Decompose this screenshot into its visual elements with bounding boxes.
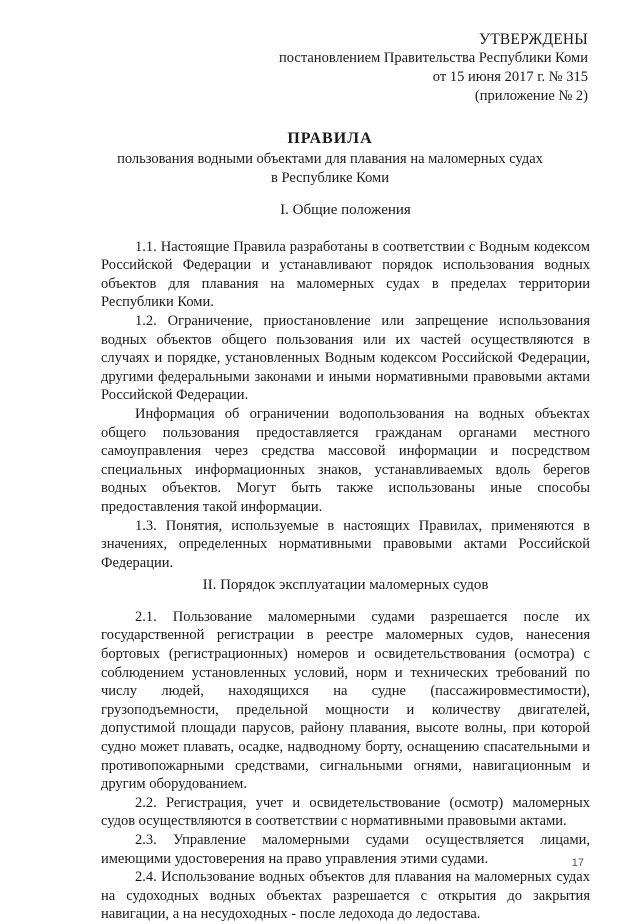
paragraph-2-1: 2.1. Пользование маломерными судами разрешается после их государственной регистрации в реестре маломерных судов, нанесения бортовых (регистрационных) номеров и освидетельствования (осмотра) с соблюдением установленных условий, норм и технических требований по числу людей, находящихся на судне (пассажировместимости), грузоподъемности, предельной мощности и количеству двигателей, допустимой площади парусов, району плавания, высоте волны, при которой судно может плавать, осадке, надводному борту, оснащению спасательными и противопожарными средствами, сигнальными огнями, навигационным и другим оборудованием. [101,608,590,793]
document-title: ПРАВИЛА [287,130,373,147]
paragraph-2-4: 2.4. Использование водных объектов для плавания на маломерных судах на судоходных водных объектах разрешается с открытия до закрытия навигации, а на несудоходных - после ледохода до ледостава. [101,869,590,923]
approval-title: УТВЕРЖДЕНЫ [479,31,588,48]
paragraph-1-3: 1.3. Понятия, используемые в настоящих Правилах, применяются в значениях, определенных нормативными правовыми актами Российской Федерации. [101,517,590,571]
approval-block [279,30,588,106]
page-number: 17 [571,857,584,869]
approval-line-2: от 15 июня 2017 г. № 315 [432,69,588,85]
paragraph-1-2-info: Информация об ограничении водопользования на водных объектах общего пользования предоставляется гражданам органами местного самоуправления через средства массовой информации и посредством специальных информационных знаков, устанавливаемых вдоль берегов водных объектов. Могут быть также использованы иные способы предоставления такой информации. [101,405,590,515]
document-subtitle-1: пользования водными объектами для плавания на маломерных судах [117,151,543,167]
section-2-heading: II. Порядок эксплуатации маломерных судов [202,577,489,594]
document-subtitle-2: в Республике Коми [270,170,389,186]
document-heading [100,128,560,188]
paragraph-2-3: 2.3. Управление маломерными судами осуществляется лицами, имеющими удостоверения на право управления этими судами. [101,832,590,867]
paragraph-2-2: 2.2. Регистрация, учет и освидетельствование (осмотр) маломерных судов осуществляются в соответствии с нормативными правовыми актами. [101,794,590,830]
paragraph-1-1: 1.1. Настоящие Правила разработаны в соответствии с Водным кодексом Российской Федерации и устанавливают порядок использования водных объектов для плавания на маломерных судах в пределах территории Республики Коми. [101,238,590,311]
section-1-heading: I. Общие положения [280,202,411,218]
approval-line-3: (приложение № 2) [474,88,588,104]
paragraph-1-2: 1.2. Ограничение, приостановление или запрещение использования водных объектов общего пользования или их частей осуществляются в случаях и порядке, установленных Водным кодексом Российской Федерации, другими федеральными законами и иными нормативными правовыми актами Российской Федерации. [101,312,590,404]
approval-line-1: постановлением Правительства Республики Коми [279,50,588,66]
document-body [101,201,590,924]
